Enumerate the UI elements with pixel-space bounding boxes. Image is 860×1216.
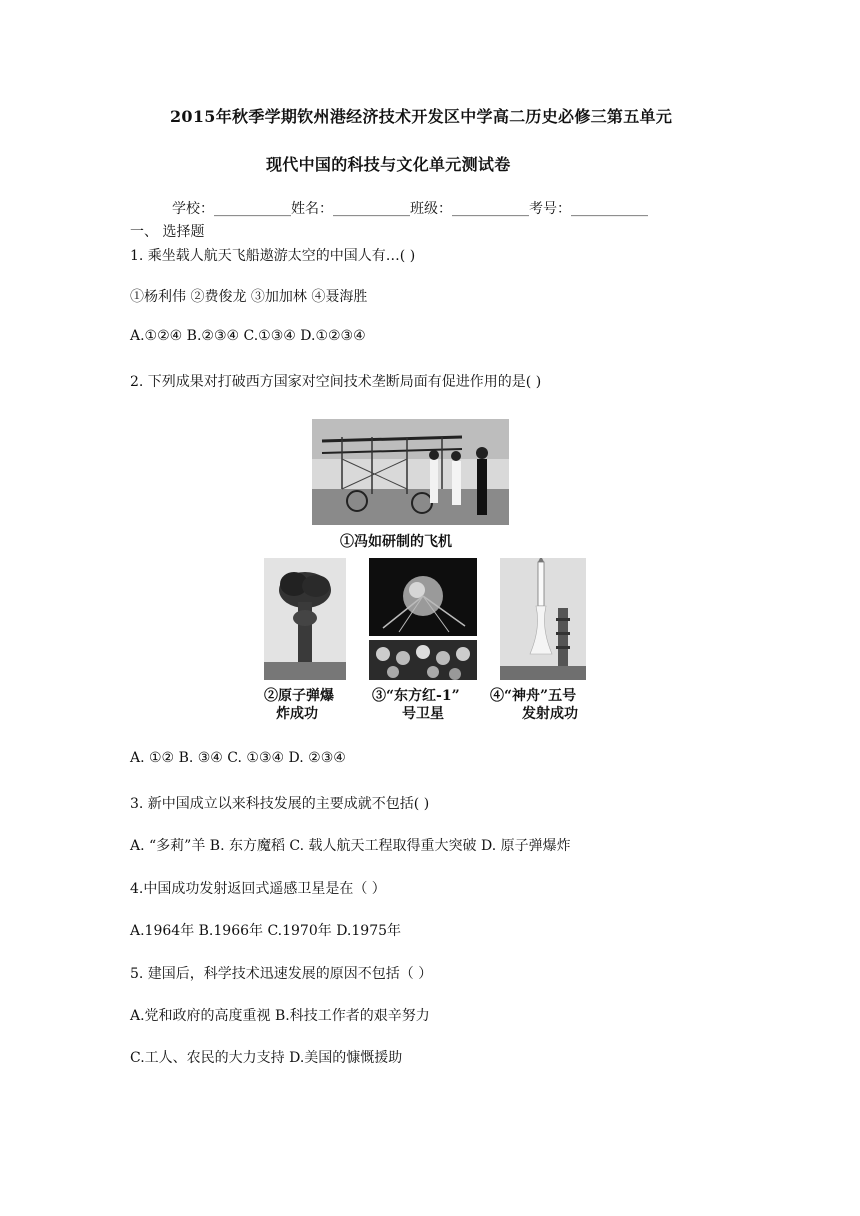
question-4-stem: 4.中国成功发射返回式遥感卫星是在（ ） (130, 881, 386, 897)
question-5-stem: 5. 建国后，科学技术迅速发展的原因不包括（ ） (130, 966, 433, 982)
airplane-photo (312, 419, 509, 525)
figure-caption-4-line2: 发射成功 (522, 706, 578, 722)
question-5-options-line2: C.工人、农民的大力支持 D.美国的慷慨援助 (130, 1050, 403, 1066)
question-4-options: A.1964年 B.1966年 C.1970年 D.1975年 (130, 923, 402, 939)
question-2-stem-text: 2. 下列成果对打破西方国家对空间技术垄断局面有促进作用的是( ) (130, 374, 542, 390)
satellite-photo (369, 558, 477, 680)
figure-caption-3-line1: ③“东方红-1” (372, 688, 460, 704)
question-1-options: A.①②④ B.②③④ C.①③④ D.①②③④ (130, 328, 366, 344)
question-1-stem: 1. 乘坐载人航天飞船遨游太空的中国人有…( ) (130, 248, 416, 264)
question-2-options: A. ①② B. ③④ C. ①③④ D. ②③④ (130, 750, 346, 766)
question-5-options-line1: A.党和政府的高度重视 B.科技工作者的艰辛努力 (130, 1008, 430, 1024)
figure-caption-4-line1: ④“神舟”五号 (490, 688, 577, 704)
figure-caption-3-line2: 号卫星 (402, 706, 444, 722)
figure-caption-2-line2: 炸成功 (276, 706, 318, 722)
question-3-stem: 3. 新中国成立以来科技发展的主要成就不包括( ) (130, 796, 430, 812)
figure-caption-2-line1: ②原子弹爆 (264, 688, 334, 704)
section-heading: 一、 选择题 (130, 224, 205, 240)
question-3-options: A. “多莉”羊 B. 东方魔稻 C. 载人航天工程取得重大突破 D. 原子弹爆炸 (130, 838, 571, 854)
student-info-line: 学校：___________姓名：___________班级：___________考号：___________ (172, 201, 648, 217)
mushroom-cloud-photo (264, 558, 346, 680)
page-title-line1: 2015年秋季学期钦州港经济技术开发区中学高二历史必修三第五单元 (170, 107, 673, 126)
rocket-launch-photo (500, 558, 586, 680)
figure-caption-1: ①冯如研制的飞机 (340, 534, 452, 550)
page-title-line2: 现代中国的科技与文化单元测试卷 (266, 155, 511, 174)
question-1-items: ①杨利伟 ②费俊龙 ③加加林 ④聂海胜 (130, 289, 368, 305)
